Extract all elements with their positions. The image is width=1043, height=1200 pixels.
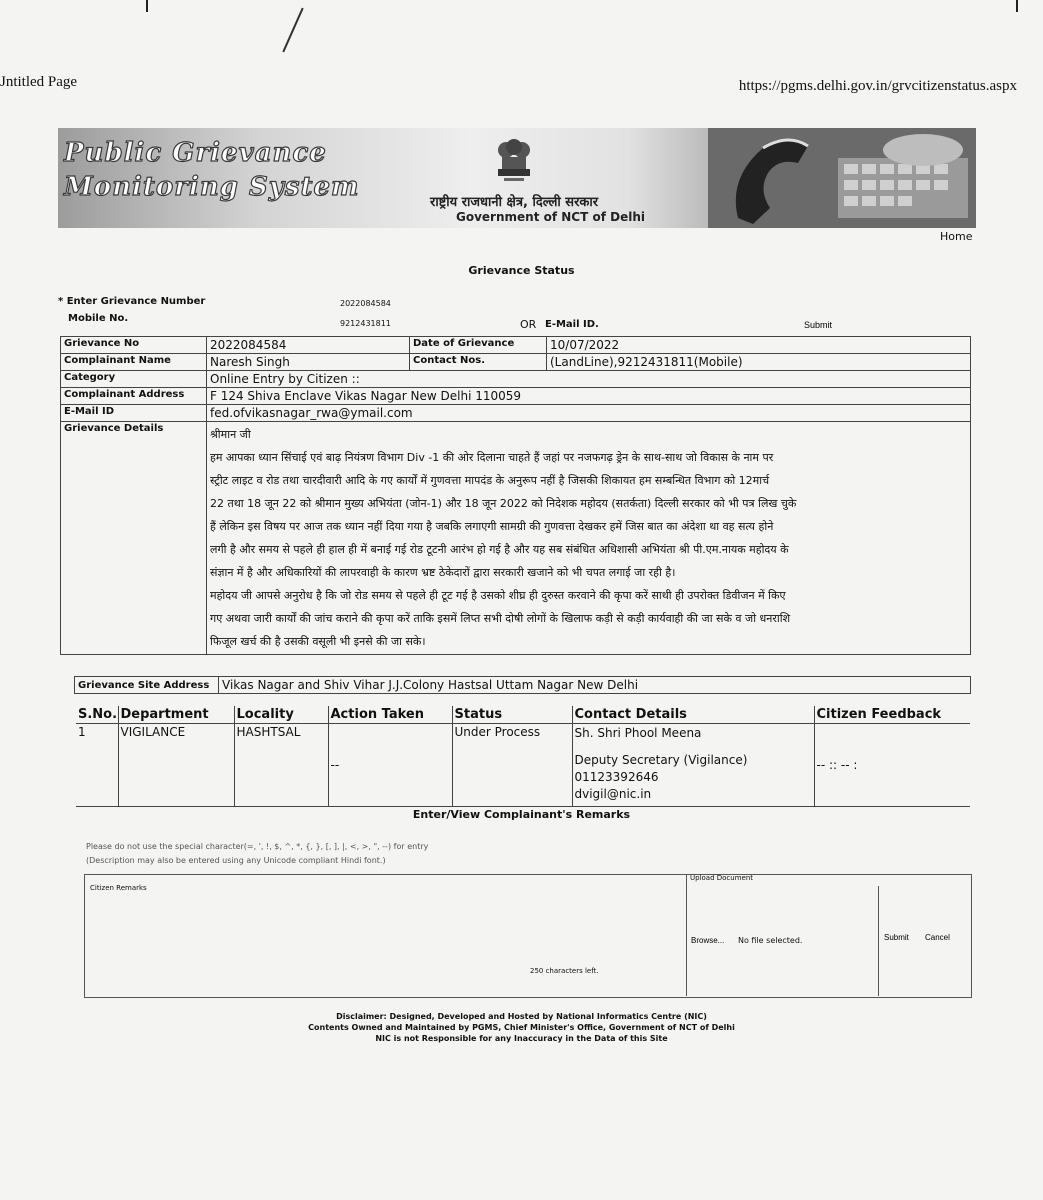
- grievance-date-label: Date of Grievance: [410, 337, 547, 354]
- disclaimer-line: Disclaimer: Designed, Developed and Hosted by National Informatics Centre (NIC): [336, 1012, 707, 1021]
- print-mark: [1016, 0, 1018, 12]
- contact-phone: 01123392646: [574, 770, 659, 784]
- search-submit-button[interactable]: Submit: [804, 320, 833, 330]
- email-id-value: fed.ofvikasnagar_rwa@ymail.com: [207, 405, 971, 422]
- category-label: Category: [61, 371, 207, 388]
- contact-designation: Deputy Secretary (Vigilance): [574, 753, 748, 767]
- details-line: श्रीमान जी: [210, 428, 251, 441]
- email-label: E-Mail ID.: [545, 319, 599, 330]
- row-citizen-feedback: -- :: -- :: [814, 724, 970, 807]
- citizen-remarks-input[interactable]: [92, 896, 684, 960]
- grievance-details-text: [207, 422, 971, 655]
- details-line: फिजूल खर्च की है उसकी वसूली भी इनसे की जा सके।: [210, 635, 426, 648]
- contact-email: dvigil@nic.in: [574, 787, 652, 801]
- contact-name: Sh. Shri Phool Meena: [574, 726, 702, 740]
- category-value: Online Entry by Citizen ::: [207, 371, 971, 388]
- contact-nos-value: (LandLine),9212431811(Mobile): [547, 354, 971, 371]
- col-header-status: Status: [452, 706, 572, 724]
- citizen-remarks-label: Citizen Remarks: [90, 884, 147, 892]
- details-line: हैं लेकिन इस विषय पर आज तक ध्यान नहीं दिया गया है जबकि लगाएगी सामग्री की गुणवत्ता देखकर हमें जिस बात का अंदेशा था वह सत्य होने: [210, 520, 774, 533]
- details-line: गए अथवा जारी कार्यों की जांच कराने की कृपा करें ताकि इसमें लिप्त सभी दोषी लोगों के खिलाफ कड़ी से कड़ी कार्यवाही की जा सके व जो धनराशि: [210, 612, 791, 625]
- details-line: स्ट्रीट लाइट व रोड तथा चारदीवारी आदि के गए कार्यों में गुणवत्ता मापदंड के अनुरूप नहीं है जिसकी शिकायत हम सम्बन्धित विभाग को 12मार्च: [210, 474, 770, 487]
- banner-govt-name: Government of NCT of Delhi: [456, 210, 645, 224]
- complainant-name-label: Complainant Name: [61, 354, 207, 371]
- banner-hindi-name: राष्ट्रीय राजधानी क्षेत्र, दिल्ली सरकार: [430, 195, 599, 210]
- department-table: [76, 706, 970, 807]
- print-mark: [146, 0, 148, 12]
- grievance-info-table: [60, 336, 971, 655]
- no-file-text: No file selected.: [738, 936, 803, 945]
- remarks-cancel-button[interactable]: Cancel: [925, 933, 950, 942]
- details-line: महोदय जी आपसे अनुरोध है कि जो रोड समय से पहले ही टूट गई है उसको शीघ्र ही दुरुस्त करवाने की कृपा करें साथी ही उपरोक्त डिवीजन में किए: [210, 589, 786, 602]
- col-header-action-taken: Action Taken: [328, 706, 452, 724]
- browse-button[interactable]: Browse...: [691, 936, 725, 945]
- remarks-submit-button[interactable]: Submit: [884, 933, 909, 942]
- pen-stroke: [282, 8, 303, 53]
- email-id-label: E-Mail ID: [61, 405, 207, 422]
- remarks-title: Enter/View Complainant's Remarks: [412, 808, 631, 821]
- details-line: हम आपका ध्यान सिंचाई एवं बाढ़ नियंत्रण विभाग Div -1 की ओर दिलाना चाहते हैं जहां पर नजफगढ़ ड्रेन के साथ-साथ जो विकास के नाम पर: [210, 451, 774, 464]
- mobile-label: Mobile No.: [68, 313, 129, 324]
- row-status: Under Process: [452, 724, 572, 807]
- grievance-site-value: Vikas Nagar and Shiv Vihar J.J.Colony Hastsal Uttam Nagar New Delhi: [219, 677, 971, 694]
- grievance-site-label: Grievance Site Address: [75, 677, 219, 694]
- col-header-department: Department: [118, 706, 234, 724]
- print-page-title: Jntitled Page: [0, 74, 78, 90]
- header-banner: [58, 128, 976, 228]
- grievance-site-table: [74, 676, 971, 694]
- col-header-contact-details: Contact Details: [572, 706, 814, 724]
- details-line: लगी है और समय से पहले ही हाल ही में बनाई गई रोड टूटनी आरंभ हो गई है और यह सब संबंधित अधिशासी अभियंता श्री पी.एम.नायक महोदय के: [210, 543, 789, 556]
- or-separator: OR: [520, 318, 537, 331]
- details-line: संज्ञान में है और अधिकारियों की लापरवाही के कारण भ्रष्ट ठेकेदारों द्वारा सरकारी खजाने को भी चपत लगाई जा रही है।: [210, 566, 676, 579]
- banner-title-line2: Monitoring System: [64, 172, 360, 202]
- complainant-name-value: Naresh Singh: [207, 354, 410, 371]
- telephone-keyboard-art: [708, 128, 976, 228]
- row-action-taken: --: [328, 724, 452, 807]
- row-locality: HASHTSAL: [234, 724, 328, 807]
- col-header-sno: S.No.: [78, 707, 118, 722]
- upload-document-label: Upload Document: [690, 874, 754, 882]
- disclaimer-line: Contents Owned and Maintained by PGMS, Chief Minister's Office, Government of NCT of Delhi: [308, 1023, 735, 1032]
- row-sno: 1: [76, 724, 118, 807]
- complainant-address-label: Complainant Address: [61, 388, 207, 405]
- grievance-number-input[interactable]: 2022084584: [340, 299, 391, 308]
- table-row: [76, 724, 970, 807]
- grievance-no-value: 2022084584: [207, 337, 410, 354]
- disclaimer-line: NIC is not Responsible for any Inaccuracy in the Data of this Site: [375, 1034, 668, 1043]
- grievance-date-value: 10/07/2022: [547, 337, 971, 354]
- print-page-url: https://pgms.delhi.gov.in/grvcitizenstatus.aspx: [738, 78, 1017, 94]
- details-line: 22 तथा 18 जून 22 को श्रीमान मुख्य अभियंता (जोन-1) और 18 जून 2022 को निदेशक महोदय (सतर्कता) दिल्ली सरकार को भी पत्र लिख चुके: [210, 497, 797, 510]
- col-header-locality: Locality: [234, 706, 328, 724]
- divider: [878, 886, 879, 996]
- row-contact-details: [572, 724, 814, 807]
- mobile-input[interactable]: 9212431811: [340, 319, 391, 328]
- remarks-note: Please do not use the special character(=, ', !, $, ^, *, {, }, [, ], |, <, >, ", --) for entry: [86, 842, 429, 851]
- col-header-citizen-feedback: Citizen Feedback: [814, 706, 970, 724]
- ashoka-emblem-icon: [490, 136, 538, 194]
- page-title: Grievance Status: [468, 264, 575, 277]
- home-link[interactable]: Home: [940, 230, 973, 243]
- contact-nos-label: Contact Nos.: [410, 354, 547, 371]
- divider: [686, 874, 687, 996]
- banner-title-line1: Public Grievance: [64, 138, 327, 168]
- grievance-number-label: * Enter Grievance Number: [58, 296, 206, 307]
- remarks-note: (Description may also be entered using any Unicode compliant Hindi font.): [86, 856, 386, 865]
- characters-left: 250 characters left.: [530, 967, 599, 975]
- complainant-address-value: F 124 Shiva Enclave Vikas Nagar New Delhi 110059: [207, 388, 971, 405]
- row-department: VIGILANCE: [118, 724, 234, 807]
- grievance-details-label: Grievance Details: [61, 422, 207, 655]
- grievance-no-label: Grievance No: [61, 337, 207, 354]
